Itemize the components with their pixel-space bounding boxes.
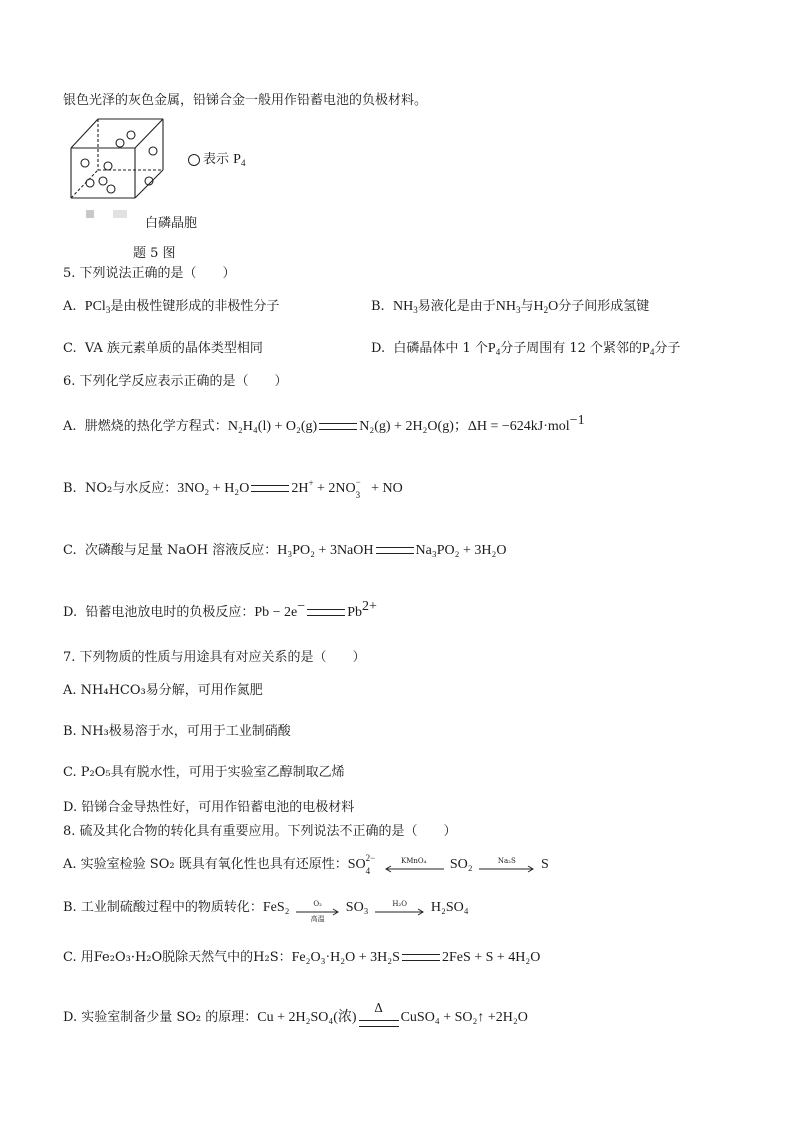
- q5-b-nh3: [393, 299, 418, 314]
- q7-option-c: C. P₂O₅具有脱水性，可用于实验室乙醇制取乙烯: [63, 765, 345, 780]
- q8-option-b: [63, 899, 469, 923]
- gray-mark-1: [86, 210, 94, 218]
- legend-p: P: [233, 152, 241, 167]
- q6-b-r2-sup: −: [355, 477, 361, 487]
- right-arrow-icon: [296, 899, 340, 923]
- q5-a-post: 是由极性键形成的非极性分子: [110, 299, 280, 314]
- q6-d-eq-right: Pb: [347, 605, 362, 620]
- q8-a-so4-supsub: [365, 853, 378, 876]
- q6-a-dh-sup: −1: [569, 413, 585, 428]
- q5-b-sub2: 3: [515, 305, 521, 315]
- q5-b-h2o: [533, 299, 558, 314]
- q8-c-pre: C. 用Fe₂O₃·H₂O脱除天然气中的H₂S：: [63, 950, 292, 965]
- q6-b-pre: NO₂与水反应：: [84, 481, 178, 496]
- q5-c-text: VA 族元素单质的晶体类型相同: [84, 341, 263, 356]
- q5-d-p2: P: [642, 341, 650, 356]
- q5-a-pre: PCl: [84, 299, 106, 314]
- q5-option-a: [63, 298, 279, 316]
- q8-a-so4-sup: 2−: [365, 853, 376, 863]
- equals-sign-icon: [319, 423, 357, 430]
- q8-a-so4-sub: 4: [365, 866, 371, 876]
- q8-d-eq-left: Cu + 2H₂SO₄(浓): [257, 1010, 357, 1025]
- right-arrow-icon: [479, 856, 535, 869]
- q6-a-eq-left: N₂H₄(l) + O₂(g): [227, 419, 318, 434]
- q6-stem: 6. 下列化学反应表示正确的是（ ）: [63, 374, 288, 389]
- q6-c-eq-left: H₃PO₂ + 3NaOH: [277, 543, 374, 558]
- q8-a-so4: [347, 853, 378, 876]
- gray-mark-2: [113, 210, 127, 218]
- q6-b-r1-sup: +: [308, 478, 314, 488]
- q8-a-arrow2-label: Na₂S: [497, 856, 516, 865]
- q5-d-p4-2: [642, 341, 654, 356]
- q8-b-pre: B. 工业制硫酸过程中的物质转化：: [63, 900, 263, 915]
- q5-c-label: C.: [63, 341, 77, 356]
- q5-d-p: P: [487, 341, 496, 356]
- q8-a-so2: SO₂: [449, 857, 473, 872]
- q8-a-pre: A. 实验室检验 SO₂ 既具有氧化性也具有还原性：: [63, 857, 348, 872]
- q7-option-a: A. NH₄HCO₃易分解，可用作氮肥: [63, 683, 263, 698]
- q5-b-post: 分子间形成氢键: [558, 299, 650, 314]
- q7-stem: 7. 下列物质的性质与用途具有对应关系的是（ ）: [63, 650, 366, 665]
- q5-d-sub: 4: [495, 347, 501, 357]
- white-phosphorus-unit-cell-figure: [63, 113, 173, 208]
- q8-a-s: S: [540, 857, 549, 872]
- legend-sub: 4: [240, 158, 246, 168]
- equals-sign-icon: [402, 954, 440, 961]
- q8-d-pre: D. 实验室制备少量 SO₂ 的原理：: [63, 1010, 258, 1025]
- q5-b-nh: NH: [495, 299, 516, 314]
- q5-stem: 5. 下列说法正确的是（ ）: [63, 266, 236, 281]
- q6-b-eq-left: 3NO₂ + H₂O: [177, 481, 250, 496]
- q5-d-p4: [488, 341, 500, 356]
- q6-b-r2: + 2NO: [313, 481, 356, 496]
- q5-b-mid2: 与: [520, 299, 534, 314]
- equals-sign-icon: [376, 547, 414, 554]
- q8-c-eq-left: Fe₂O₃·H₂O + 3H₂S: [291, 950, 400, 965]
- q6-b-r1: 2H: [291, 481, 309, 496]
- q8-b-arrow1-top: O₂: [313, 899, 322, 908]
- q6-d-eq-left-sup: −: [297, 599, 306, 614]
- q5-a-label: A.: [63, 299, 77, 314]
- q8-b-arrow1-bottom: 高温: [310, 914, 325, 923]
- intro-text: 银色光泽的灰色金属，铅锑合金一般用作铅蓄电池的负极材料。: [63, 93, 428, 108]
- q5-d-label: D.: [371, 341, 386, 356]
- q8-c-eq-right: 2FeS + S + 4H₂O: [441, 950, 541, 965]
- q7-option-d: D. 铅锑合金导热性好，可用作铅蓄电池的电极材料: [63, 800, 355, 815]
- q5-d-post: 分子: [654, 341, 681, 356]
- q8-d-condition: Δ: [374, 1000, 383, 1015]
- q6-option-b: [63, 477, 403, 500]
- left-arrow-icon: [384, 856, 444, 869]
- q5-b-mid: 易液化是由于: [417, 299, 496, 314]
- q5-option-d: [371, 340, 680, 358]
- q5-b-pre: NH: [392, 299, 414, 314]
- q6-option-a: [63, 413, 585, 436]
- equals-sign-icon: [251, 485, 289, 492]
- q8-a-so4-text: SO: [347, 857, 366, 872]
- q6-a-label: A.: [63, 419, 77, 434]
- equals-with-heat-icon: [359, 1000, 399, 1021]
- q5-d-pre: 白磷晶体中 1 个: [393, 341, 488, 356]
- q8-a-arrow1-label: KMnO₄: [401, 856, 427, 865]
- q6-c-pre: 次磷酸与足量 NaOH 溶液反应：: [84, 543, 278, 558]
- q6-b-eq-right: [291, 477, 403, 500]
- q5-b-nh3-2: [496, 299, 521, 314]
- q5-b-label: B.: [371, 299, 385, 314]
- q8-stem: 8. 硫及其化合物的转化具有重要应用。下列说法不正确的是（ ）: [63, 824, 457, 839]
- q5-a-sub: 3: [105, 305, 111, 315]
- q6-option-c: [63, 542, 506, 560]
- q6-d-eq-right-sup: 2+: [361, 599, 377, 614]
- q5-b-sub: 3: [413, 305, 418, 315]
- q5-b-sub3: 2: [543, 305, 549, 315]
- q5-b-o: O: [548, 299, 559, 314]
- q6-c-eq-right: Na₃PO₂ + 3H₂O: [415, 543, 507, 558]
- q6-d-label: D.: [63, 605, 78, 620]
- q8-option-d: [63, 1000, 528, 1027]
- q6-a-eq-right: N₂(g) + 2H₂O(g): [359, 419, 454, 434]
- legend-text: 表示: [203, 152, 230, 167]
- q5-d-mid: 分子周围有 12 个紧邻的: [500, 341, 643, 356]
- figure-legend: [188, 148, 245, 168]
- q8-d-eq-right: CuSO₄ + SO₂↑ +2H₂O: [400, 1010, 528, 1025]
- q8-b-h2so4: H₂SO₄: [430, 900, 469, 915]
- q6-a-pre: 肼燃烧的热化学方程式：: [84, 419, 228, 434]
- q6-b-r3: + NO: [367, 481, 403, 496]
- q6-d-eq-left: Pb − 2e: [254, 605, 298, 620]
- q6-b-r2-sub: 3: [355, 490, 361, 500]
- q5-d-sub2: 4: [649, 347, 655, 357]
- q5-option-c: [63, 340, 263, 358]
- q6-c-label: C.: [63, 543, 77, 558]
- circle-marker-icon: [188, 154, 200, 166]
- q6-a-dh: ；ΔH = −624kJ·mol: [453, 419, 570, 434]
- right-arrow-icon: [375, 899, 425, 912]
- q6-option-d: [63, 599, 377, 622]
- legend-symbol: [233, 152, 245, 167]
- equals-sign-icon: [307, 609, 345, 616]
- figure-title: 题 5 图: [133, 246, 176, 261]
- q8-option-c: [63, 949, 540, 967]
- q8-b-so3: SO₃: [345, 900, 369, 915]
- q8-b-arrow2-label: H₂O: [392, 899, 408, 908]
- q6-b-label: B.: [63, 481, 77, 496]
- q8-option-a: [63, 853, 549, 876]
- q7-option-b: B. NH₃极易溶于水，可用于工业制硝酸: [63, 724, 291, 739]
- q8-b-fes2: FeS₂: [262, 900, 290, 915]
- q6-d-pre: 铅蓄电池放电时的负极反应：: [85, 605, 255, 620]
- q5-a-formula: [85, 299, 111, 314]
- q5-option-b: [371, 298, 649, 316]
- q5-b-h: H: [533, 299, 544, 314]
- figure-caption: 白磷晶胞: [145, 216, 198, 231]
- q6-b-r2-supsub: [355, 477, 368, 500]
- equals-sign-icon: [359, 1020, 399, 1027]
